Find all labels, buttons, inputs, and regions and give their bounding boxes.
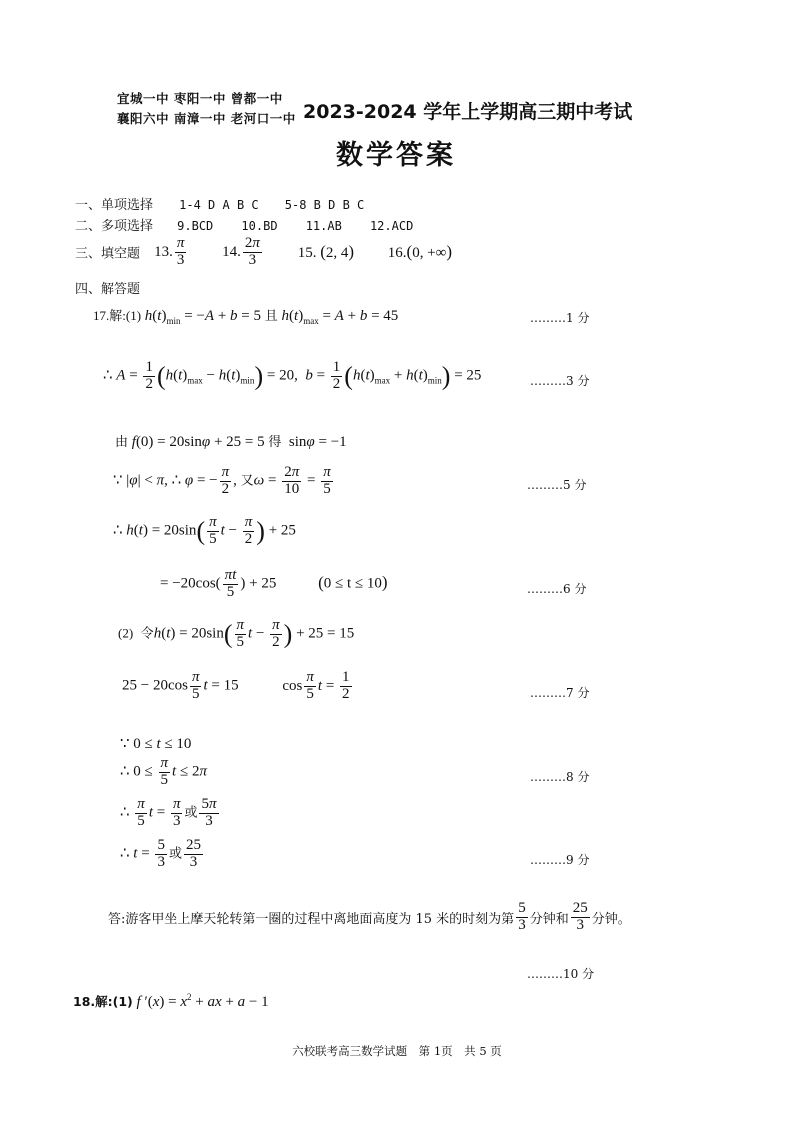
answer-14: 14. $\frac{2\pi}{3}$	[222, 235, 260, 268]
score-5: ………7 分	[530, 686, 590, 700]
answer-10: 10.BD	[241, 219, 278, 233]
or-text: 或	[184, 804, 198, 820]
or-text: 或	[168, 845, 182, 861]
domain-range: 0 ≤ t ≤ 10	[323, 575, 382, 592]
section-label: 一、单项选择	[75, 198, 154, 213]
answer-12: 12.ACD	[369, 219, 414, 233]
section-fill-blank	[75, 236, 452, 269]
answer-15: 15. (2, 4)	[297, 242, 355, 262]
answer-mid: 分钟和	[529, 911, 569, 927]
page-footer: 六校联考高三数学试题 第 1页 共 5 页	[292, 1044, 502, 1058]
q17-part-2-line-3: ∵ 0 ≤ t ≤ 10	[120, 736, 192, 752]
q17-label: 17.解:	[93, 308, 126, 323]
score-8: ………10 分	[527, 967, 595, 981]
schools-line-1: 宜城一中 枣阳一中 曾都一中	[117, 91, 283, 106]
score-7: ………9 分	[530, 853, 590, 867]
item-num: 15.	[297, 245, 317, 262]
item-num: 14.	[222, 243, 241, 260]
answer-9: 9.BCD	[177, 219, 214, 233]
answer-11: 11.AB	[305, 219, 342, 233]
answer-16: 16.(0, +∞)	[387, 242, 453, 262]
exam-title: 2023-2024 学年上学期高三期中考试	[303, 101, 633, 123]
score-1: ………1 分	[530, 311, 590, 325]
q17-part-2-line-1: (2) 令h(t) = 20sin( $\frac{\pi}{5}$ t − $\frac{\pi}{2}$ ) + 25 = 15	[118, 617, 355, 650]
score-6: ………8 分	[530, 770, 590, 784]
section-label: 三、填空题	[75, 246, 141, 262]
schools-line-2: 襄阳六中 南漳一中 老河口一中	[117, 111, 296, 126]
q18-label: 18.解:(1)	[73, 994, 133, 1009]
section-multi-choice	[75, 215, 413, 234]
q17-part-2-line-2: 25 − 20cos $\frac{\pi}{5}$ t = 15 cos $\frac{\pi}{5}$ t = $\frac{1}{2}$	[122, 669, 350, 702]
comma: ,	[294, 367, 298, 384]
de-text: 得	[268, 434, 282, 449]
q17-line-4: ∵ |φ| < π, ∴ φ = − $\frac{\pi}{2}$ , 又ω = $\frac{2\pi}{10}$ = $\frac{\pi}{5}$	[113, 464, 331, 497]
q17-part-2-line-6: ∴ t = $\frac{5}{3}$ 或 $\frac{25}{3}$	[120, 837, 201, 870]
answers-1-4: 1-4 D A B C	[179, 198, 259, 212]
answer-prefix: 答:游客甲坐上摩天轮转第一圈的过程中离地面高度为 15 米的时刻为第	[108, 911, 515, 927]
doc-title: 数学答案	[336, 140, 456, 171]
score-3: ………5 分	[527, 478, 587, 492]
item-num: 16.	[387, 245, 407, 262]
q18-line-1: 18.解:(1) f $'(x) = x^2$ + ax + a − 1	[73, 992, 269, 1010]
item-num: 13.	[154, 243, 173, 260]
q17-line-1: 17.解:(1) $h(t)_{min} = -A + b = 5$ 且 $h(t)_{max} = A + b = 45$	[93, 308, 399, 326]
section-single-choice	[75, 194, 364, 213]
you-text: 由	[115, 434, 129, 449]
you2-text: 又	[240, 472, 254, 488]
part-2-label: (2)	[118, 625, 134, 641]
ling-text: 令	[140, 625, 154, 641]
q17-line-5: ∴ h(t) = 20sin( $\frac{\pi}{5}$ t − $\frac{\pi}{2}$ ) + 25	[113, 514, 296, 547]
answer-13: 13. $\frac{\pi}{3}$	[154, 235, 185, 268]
answer-suffix: 分钟。	[591, 911, 631, 927]
q17-part-2-line-5: ∴ $\frac{\pi}{5}$ t = $\frac{\pi}{3}$ 或 $\frac{5\pi}{3}$	[120, 796, 217, 829]
answers-5-8: 5-8 B D B C	[284, 198, 365, 212]
section-label: 二、多项选择	[75, 219, 154, 234]
q17-line-6: = −20cos( $\frac{\pi t}{5}$ ) + 25 (0 ≤ t ≤ 10)	[160, 567, 388, 600]
section-solutions: 四、解答题	[75, 282, 141, 297]
q17-answer: 答:游客甲坐上摩天轮转第一圈的过程中离地面高度为 15 米的时刻为第 $\frac{5}{3}$ 分钟和 $\frac{25}{3}$ 分钟。	[108, 900, 631, 933]
q17-part-2-line-4: ∴ 0 ≤ $\frac{\pi}{5}$ t ≤ 2π	[120, 755, 207, 788]
score-4: ………6 分	[527, 582, 587, 596]
q17-line-3: 由 f(0) = 20sinφ + 25 = 5 得 sinφ = −1	[115, 434, 347, 450]
part-1-label: (1)	[125, 308, 142, 323]
and-text: 且	[264, 308, 278, 323]
q17-line-2: ∴ A = $\frac{1}{2}$ $(h(t)_{max} - h(t)_{min}) = 20$, b = $\frac{1}{2}$ $(h(t)_{max} + h(t)_{min}) = 25$	[103, 359, 482, 392]
score-2: ………3 分	[530, 374, 590, 388]
